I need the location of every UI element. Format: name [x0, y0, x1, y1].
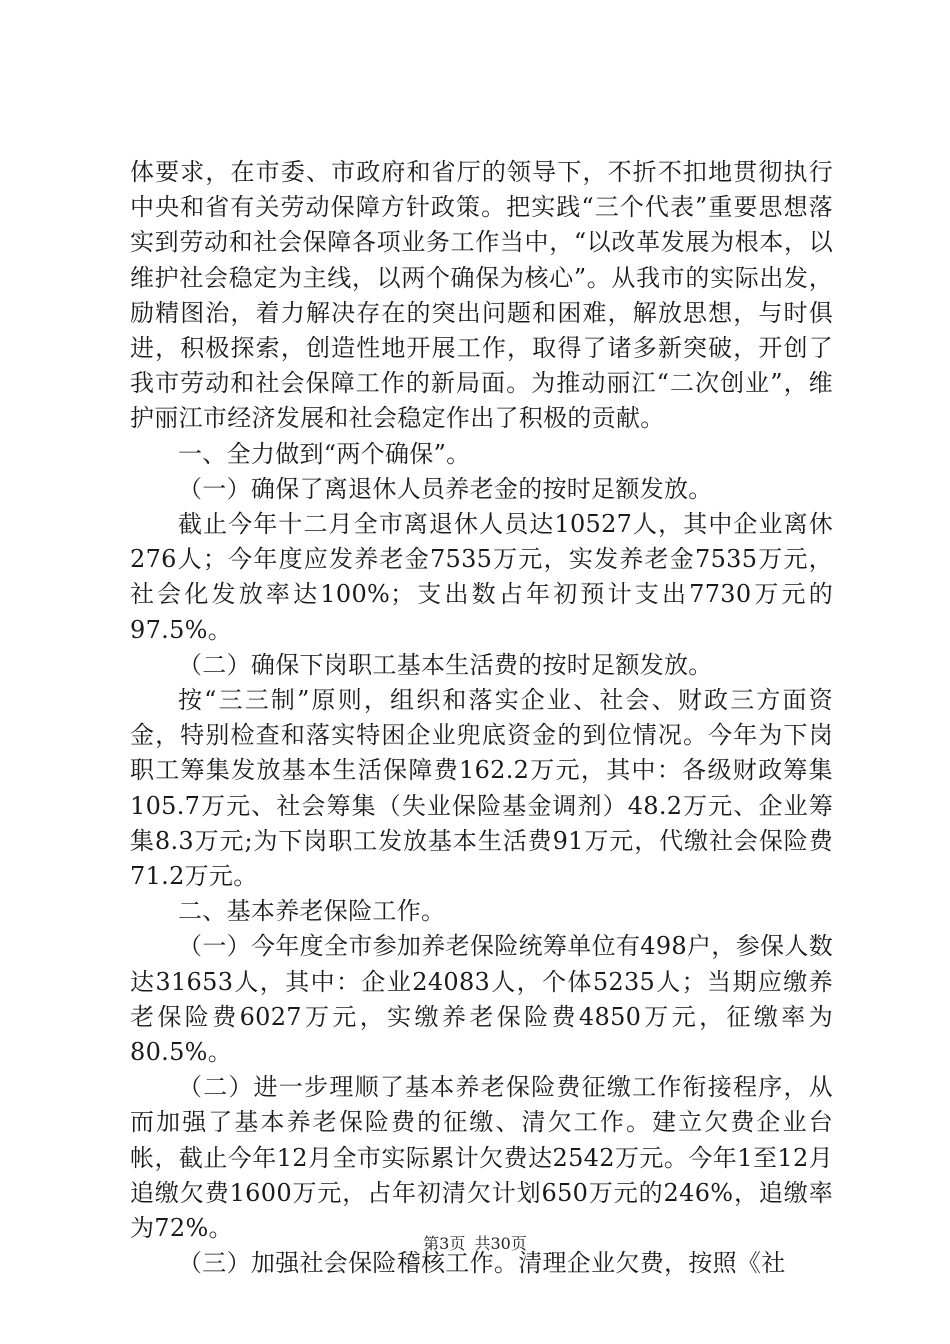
paragraph-insurance-participation: （一）今年度全市参加养老保险统筹单位有498户，参保人数达31653人，其中：企业24083人，个体5235人；当期应缴养老保险费6027万元，实缴养老保险费4850万元，征缴率为80.5%。 [130, 932, 833, 1067]
subheading-1-2: （二）确保下岗职工基本生活费的按时足额发放。 [178, 650, 713, 679]
paragraph-intro: 体要求，在市委、市政府和省厅的领导下，不折不扣地贯彻执行中央和省有关劳动保障方针政策。把实践“三个代表”重要思想落实到劳动和社会保障各项业务工作当中，“以改革发展为根本，以维护社会稳定为主线，以两个确保为核心”。从我市的实际出发，励精图治，着力解决存在的突出问题和困难，解放思想，与时俱进，积极探索，创造性地开展工作，取得了诸多新突破，开创了我市劳动和社会保障工作的新局面。为推动丽江“二次创业”，维护丽江市经济发展和社会稳定作出了积极的贡献。 [130, 158, 833, 433]
page-footer [0, 1234, 950, 1254]
page-total: 共30页 [474, 1234, 527, 1253]
paragraph-pension-stats: 截止今年十二月全市离退休人员达10527人，其中企业离休276人；今年度应发养老金7535万元，实发养老金7535万元，社会化发放率达100%；支出数占年初预计支出7730万元的97.5%。 [130, 510, 833, 644]
paragraph-laid-off-funding: 按“三三制”原则，组织和落实企业、社会、财政三方面资金，特别检查和落实特困企业兜底资金的到位情况。今年为下岗职工筹集发放基本生活保障费162.2万元，其中：各级财政筹集105.7万元、社会筹集（失业保险基金调剂）48.2万元、企业筹集8.3万元;为下岗职工发放基本生活费91万元，代缴社会保险费71.2万元。 [130, 686, 833, 891]
page-number: 第3页 [423, 1234, 466, 1253]
paragraph-audit-work: （三）加强社会保险稽核工作。清理企业欠费，按照《社 [178, 1249, 786, 1278]
section-heading-1: 一、全力做到“两个确保”。 [178, 439, 471, 468]
subheading-1-1: （一）确保了离退休人员养老金的按时足额发放。 [178, 474, 713, 503]
paragraph-arrears-collection: （二）进一步理顺了基本养老保险费征缴工作衔接程序，从而加强了基本养老保险费的征缴、清欠工作。建立欠费企业台帐，截止今年12月全市实际累计欠费达2542万元。今年1至12月追缴欠费1600万元，占年初清欠计划650万元的246%，追缴率为72%。 [130, 1073, 833, 1243]
section-heading-2: 二、基本养老保险工作。 [178, 897, 446, 926]
document-body [130, 155, 833, 1282]
